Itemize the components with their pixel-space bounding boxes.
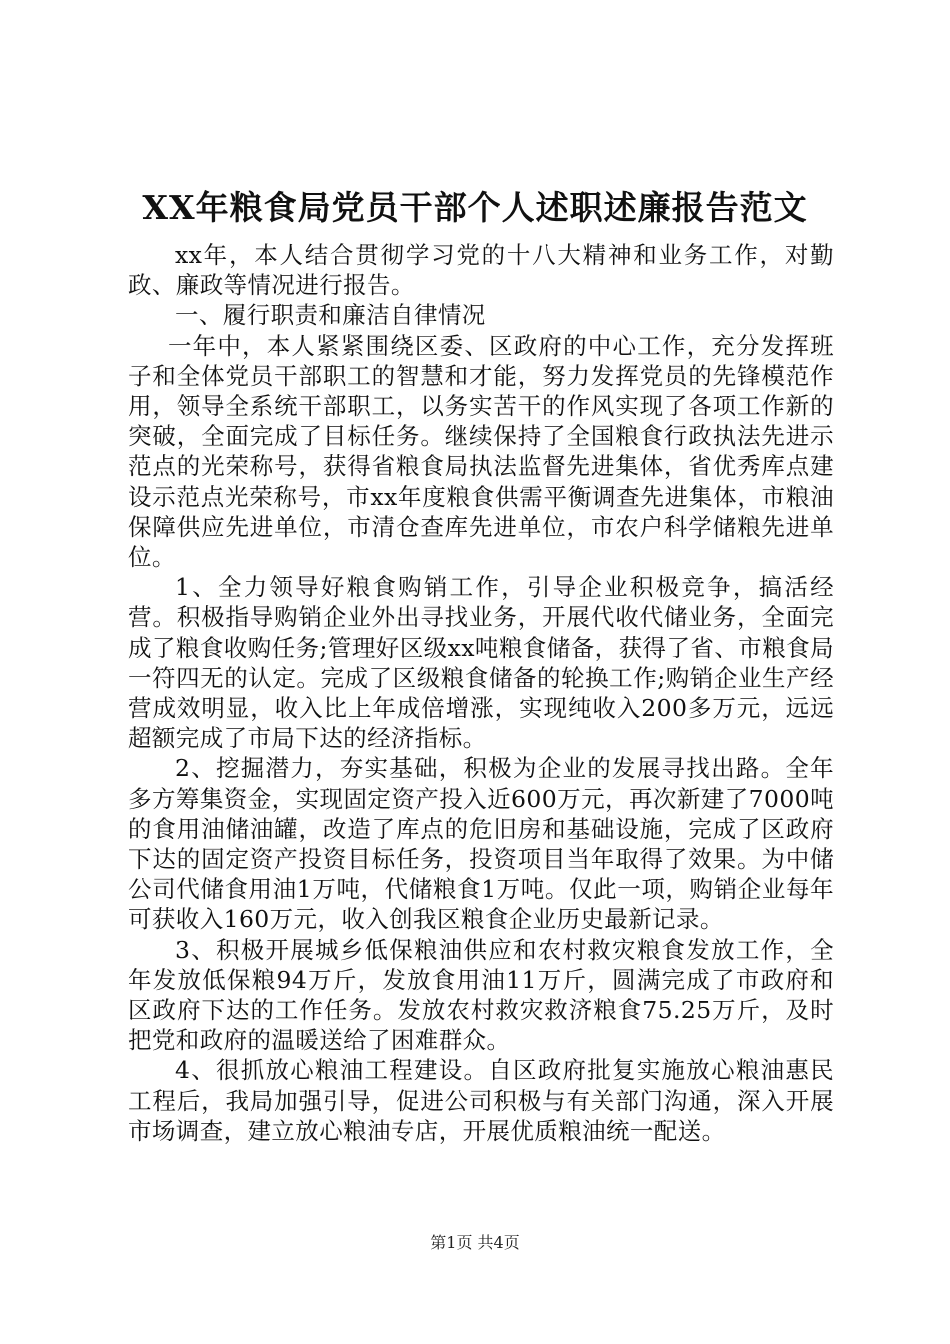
document-title: XX年粮食局党员干部个人述职述廉报告范文 [142,188,808,227]
item-paragraph-1: 1、全力领导好粮食购销工作，引导企业积极竞争，搞活经营。积极指导购销企业外出寻找业务，开展代收代储业务，全面完成了粮食收购任务;管理好区级xx吨粮食储备，获得了省、市粮食局一符四无的认定。完成了区级粮食储备的轮换工作;购销企业生产经营成效明显，收入比上年成倍增涨，实现纯收入200多万元，远远超额完成了市局下达的经济指标。 [128,573,834,753]
section-heading: 一、履行职责和廉洁自律情况 [175,301,486,330]
item-paragraph-4: 4、很抓放心粮油工程建设。自区政府批复实施放心粮油惠民工程后，我局加强引导，促进公司积极与有关部门沟通，深入开展市场调查，建立放心粮油专店，开展优质粮油统一配送。 [128,1056,834,1145]
page-indicator: 第1页 共4页 [430,1233,520,1252]
intro-paragraph: xx年，本人结合贯彻学习党的十八大精神和业务工作，对勤政、廉政等情况进行报告。 [128,241,834,300]
summary-paragraph: 一年中，本人紧紧围绕区委、区政府的中心工作，充分发挥班子和全体党员干部职工的智慧和才能，努力发挥党员的先锋模范作用，领导全系统干部职工，以务实苦干的作风实现了各项工作新的突破，全面完成了目标任务。继续保持了全国粮食行政执法先进示范点的光荣称号，获得省粮食局执法监督先进集体，省优秀库点建设示范点光荣称号，市xx年度粮食供需平衡调查先进集体，市粮油保障供应先进单位，市清仓查库先进单位，市农户科学储粮先进单位。 [128,331,834,572]
item-paragraph-3: 3、积极开展城乡低保粮油供应和农村救灾粮食发放工作，全年发放低保粮94万斤，发放食用油11万斤，圆满完成了市政府和区政府下达的工作任务。发放农村救灾救济粮食75.25万斤，及时把党和政府的温暖送给了困难群众。 [128,935,834,1055]
item-paragraph-2: 2、挖掘潜力，夯实基础，积极为企业的发展寻找出路。全年多方筹集资金，实现固定资产投入近600万元，再次新建了7000吨的食用油储油罐，改造了库点的危旧房和基础设施，完成了区政府下达的固定资产投资目标任务，投资项目当年取得了效果。为中储公司代储食用油1万吨，代储粮食1万吨。仅此一项，购销企业每年可获收入160万元，收入创我区粮食企业历史最新记录。 [128,754,834,934]
document-body [128,240,834,1146]
